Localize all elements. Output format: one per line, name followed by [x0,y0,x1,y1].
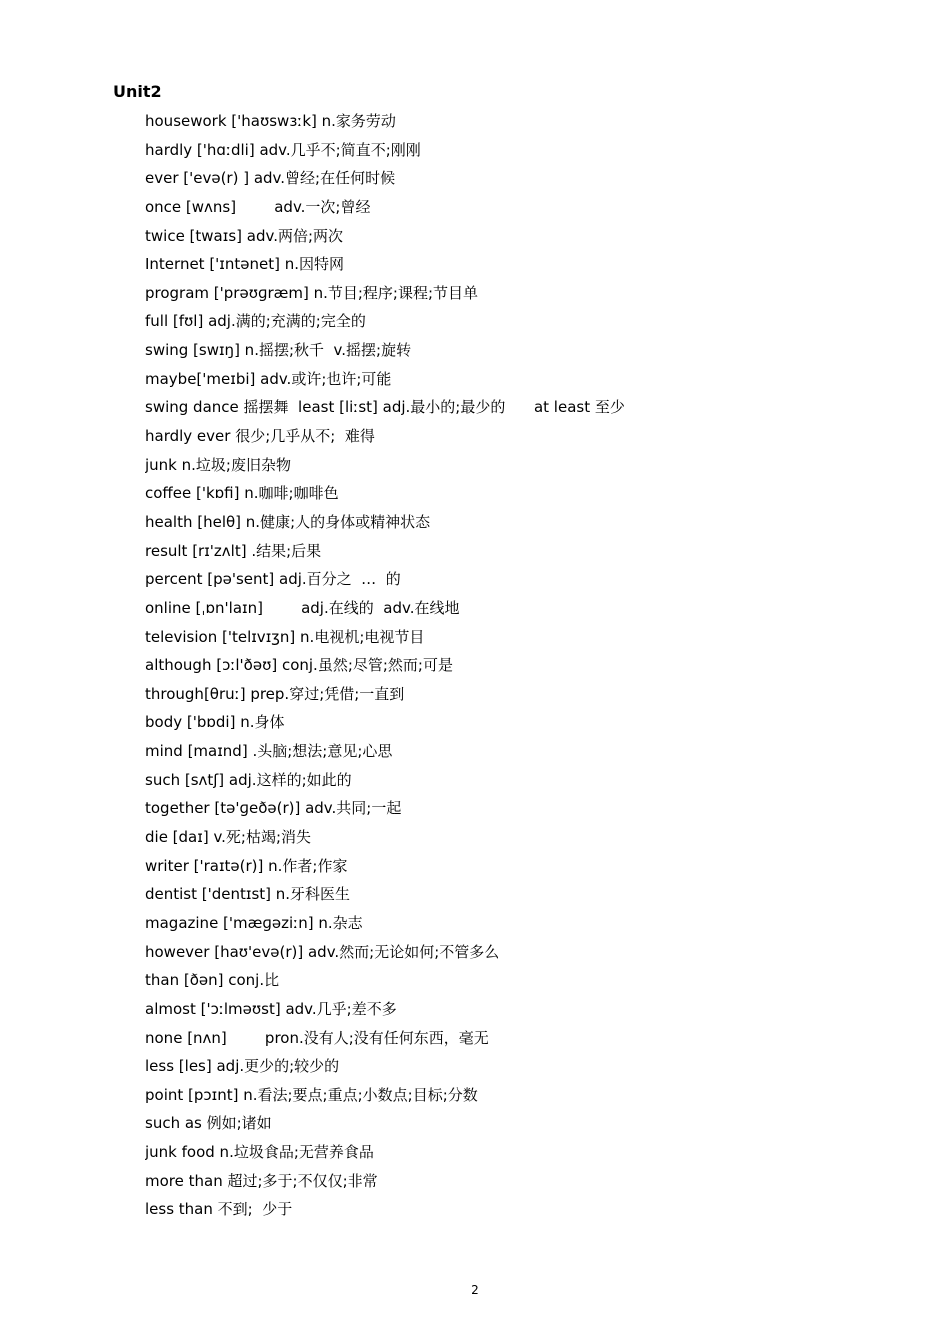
vocabulary-entry: however [haʊ'evə(r)] adv.然而;无论如何;不管多么 [145,942,500,961]
vocabulary-entry: hardly ['hɑːdli] adv.几乎不;简直不;刚刚 [145,140,421,159]
vocabulary-entry: result [rɪ'zʌlt] .结果;后果 [145,541,322,560]
vocabulary-entry: housework ['haʊswɜːk] n.家务劳动 [145,112,396,130]
vocabulary-entry: such as 例如;诸如 [145,1114,272,1133]
vocabulary-entry: writer ['raɪtə(r)] n.作者;作家 [145,856,348,875]
vocabulary-entry: Internet ['ɪntənet] n.因特网 [145,255,345,274]
vocabulary-entry: percent [pə'sent] adj.百分之 … 的 [145,570,401,589]
vocabulary-entry: more than 超过;多于;不仅仅;非常 [145,1171,378,1190]
vocabulary-entry: less than 不到; 少于 [145,1200,293,1219]
vocabulary-entry: hardly ever 很少;几乎从不; 难得 [145,427,375,446]
vocabulary-entry: magazine ['mæɡəziːn] n.杂志 [145,913,363,932]
vocabulary-entry: although [ɔːl'ðəʊ] conj.虽然;尽管;然而;可是 [145,656,453,675]
vocabulary-entry: than [ðən] conj.比 [145,971,280,990]
vocabulary-entry: once [wʌns] adv.一次;曾经 [145,197,371,216]
vocabulary-entry: through[θruː] prep.穿过;凭借;一直到 [145,684,405,703]
vocabulary-list [145,110,905,1227]
vocabulary-entry: online [ˌɒn'laɪn] adj.在线的 adv.在线地 [145,598,460,617]
vocabulary-entry: health [helθ] n.健康;人的身体或精神状态 [145,512,431,531]
vocabulary-entry: together [tə'ɡeðə(r)] adv.共同;一起 [145,799,402,818]
vocabulary-entry: swing [swɪŋ] n.摇摆;秋千 v.摇摆;旋转 [145,341,412,360]
vocabulary-entry: mind [maɪnd] .头脑;想法;意见;心思 [145,742,393,761]
vocabulary-entry: maybe['meɪbi] adv.或许;也许;可能 [145,369,392,388]
vocabulary-entry: swing dance 摇摆舞 least [liːst] adj.最小的;最少的 at least 至少 [145,398,625,417]
vocabulary-entry: almost ['ɔːlməʊst] adv.几乎;差不多 [145,999,397,1018]
vocabulary-entry: junk food n.垃圾食品;无营养食品 [145,1143,374,1162]
vocabulary-entry: less [les] adj.更少的;较少的 [145,1057,340,1076]
unit-heading: Unit2 [113,82,162,101]
vocabulary-entry: point [pɔɪnt] n.看法;要点;重点;小数点;目标;分数 [145,1085,478,1104]
vocabulary-entry: twice [twaɪs] adv.两倍;两次 [145,226,344,245]
page-number: 2 [471,1283,479,1297]
vocabulary-entry: coffee ['kɒfi] n.咖啡;咖啡色 [145,484,339,503]
vocabulary-entry: full [fʊl] adj.满的;充满的;完全的 [145,312,366,331]
vocabulary-entry: none [nʌn] pron.没有人;没有任何东西，毫无 [145,1028,489,1047]
vocabulary-entry: program ['prəʊɡræm] n.节目;程序;课程;节目单 [145,283,479,302]
vocabulary-entry: ever ['evə(r) ] adv.曾经;在任何时候 [145,169,396,188]
vocabulary-entry: such [sʌtʃ] adj.这样的;如此的 [145,770,352,789]
vocabulary-entry: dentist ['dentɪst] n.牙科医生 [145,885,351,904]
vocabulary-entry: television ['telɪvɪʒn] n.电视机;电视节目 [145,627,425,646]
vocabulary-entry: die [daɪ] v.死;枯竭;消失 [145,828,312,847]
vocabulary-entry: junk n.垃圾;废旧杂物 [145,455,291,474]
vocabulary-entry: body ['bɒdi] n.身体 [145,713,285,732]
